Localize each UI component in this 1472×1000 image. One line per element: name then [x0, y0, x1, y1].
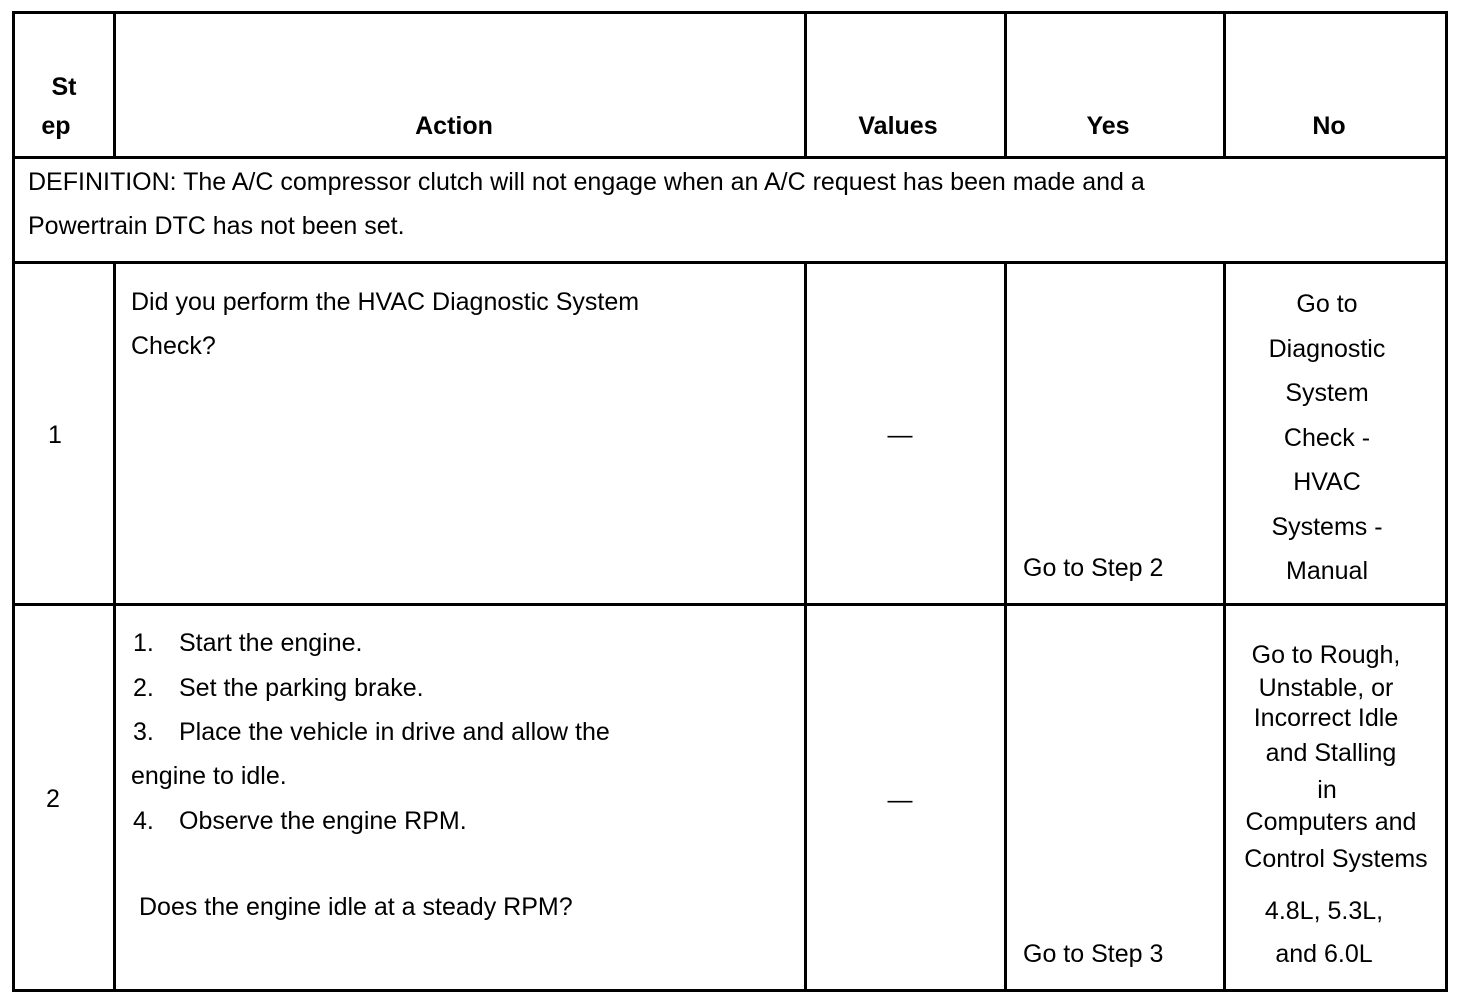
list-number: 3.	[133, 718, 154, 746]
col-divider-values-rows	[1004, 261, 1007, 992]
row1-values: —	[887, 421, 913, 449]
row2-action-item	[133, 718, 610, 746]
row2-no-line: Computers and	[1245, 808, 1417, 836]
row2-no-line: Control Systems	[1244, 845, 1428, 873]
row1-no-line: Systems -	[1271, 512, 1383, 541]
list-number: 2.	[133, 674, 154, 702]
row1-yes: Go to Step 2	[1023, 554, 1164, 582]
row1-no-line: Diagnostic	[1268, 334, 1386, 363]
header-divider	[12, 156, 1448, 159]
row1-action-line2: Check?	[131, 332, 216, 360]
row2-action-item	[133, 629, 362, 657]
header-values: Values	[858, 112, 938, 140]
row2-no-line: Incorrect Idle	[1253, 704, 1399, 732]
row2-question: Does the engine idle at a steady RPM?	[139, 893, 573, 921]
col-divider-action-rows	[804, 261, 807, 992]
header-yes: Yes	[1086, 112, 1130, 140]
header-step-line2: ep	[41, 112, 71, 140]
row2-no-line: 4.8L, 5.3L,	[1264, 897, 1384, 925]
row1-no-line: Go to	[1296, 290, 1358, 318]
row2-no-line: in	[1317, 776, 1337, 804]
row2-action-item	[133, 674, 424, 702]
header-action: Action	[415, 112, 493, 140]
row1-no-line: Check -	[1283, 423, 1371, 452]
row2-no-line: and 6.0L	[1275, 940, 1373, 968]
row1-no	[1226, 282, 1428, 594]
row2-no-line: and Stalling	[1265, 739, 1397, 767]
row2-values: —	[887, 786, 913, 814]
list-text: Start the engine.	[179, 629, 363, 657]
table-border-bottom	[12, 989, 1448, 992]
row2-action-continuation: engine to idle.	[131, 762, 287, 790]
row1-no-line: System	[1285, 379, 1369, 407]
row2-action-item	[133, 807, 467, 835]
row2-yes: Go to Step 3	[1023, 940, 1164, 968]
table-border-left	[12, 11, 15, 992]
list-text: Place the vehicle in drive and allow the	[179, 718, 610, 746]
list-text: Set the parking brake.	[179, 674, 424, 702]
header-no: No	[1312, 112, 1346, 140]
row2-step: 2	[46, 785, 60, 813]
row1-no-line: Manual	[1286, 557, 1368, 585]
definition-line1: DEFINITION: The A/C compressor clutch will not engage when an A/C request has been made and a	[28, 168, 1145, 196]
row1-no-line: HVAC	[1293, 468, 1361, 496]
list-text: Observe the engine RPM.	[179, 807, 467, 835]
definition-divider	[12, 261, 1448, 264]
row2-no-line: Go to Rough,	[1251, 641, 1401, 669]
list-number: 4.	[133, 807, 154, 835]
row1-divider	[12, 603, 1448, 606]
row1-step: 1	[48, 421, 62, 449]
header-step-line1: St	[51, 73, 77, 101]
table-border-top	[12, 11, 1448, 14]
definition-line2: Powertrain DTC has not been set.	[28, 212, 405, 240]
col-divider-step-rows	[113, 261, 116, 992]
row1-action-line1: Did you perform the HVAC Diagnostic System	[131, 288, 640, 316]
list-number: 1.	[133, 629, 154, 657]
row2-no-line: Unstable, or	[1258, 674, 1394, 702]
